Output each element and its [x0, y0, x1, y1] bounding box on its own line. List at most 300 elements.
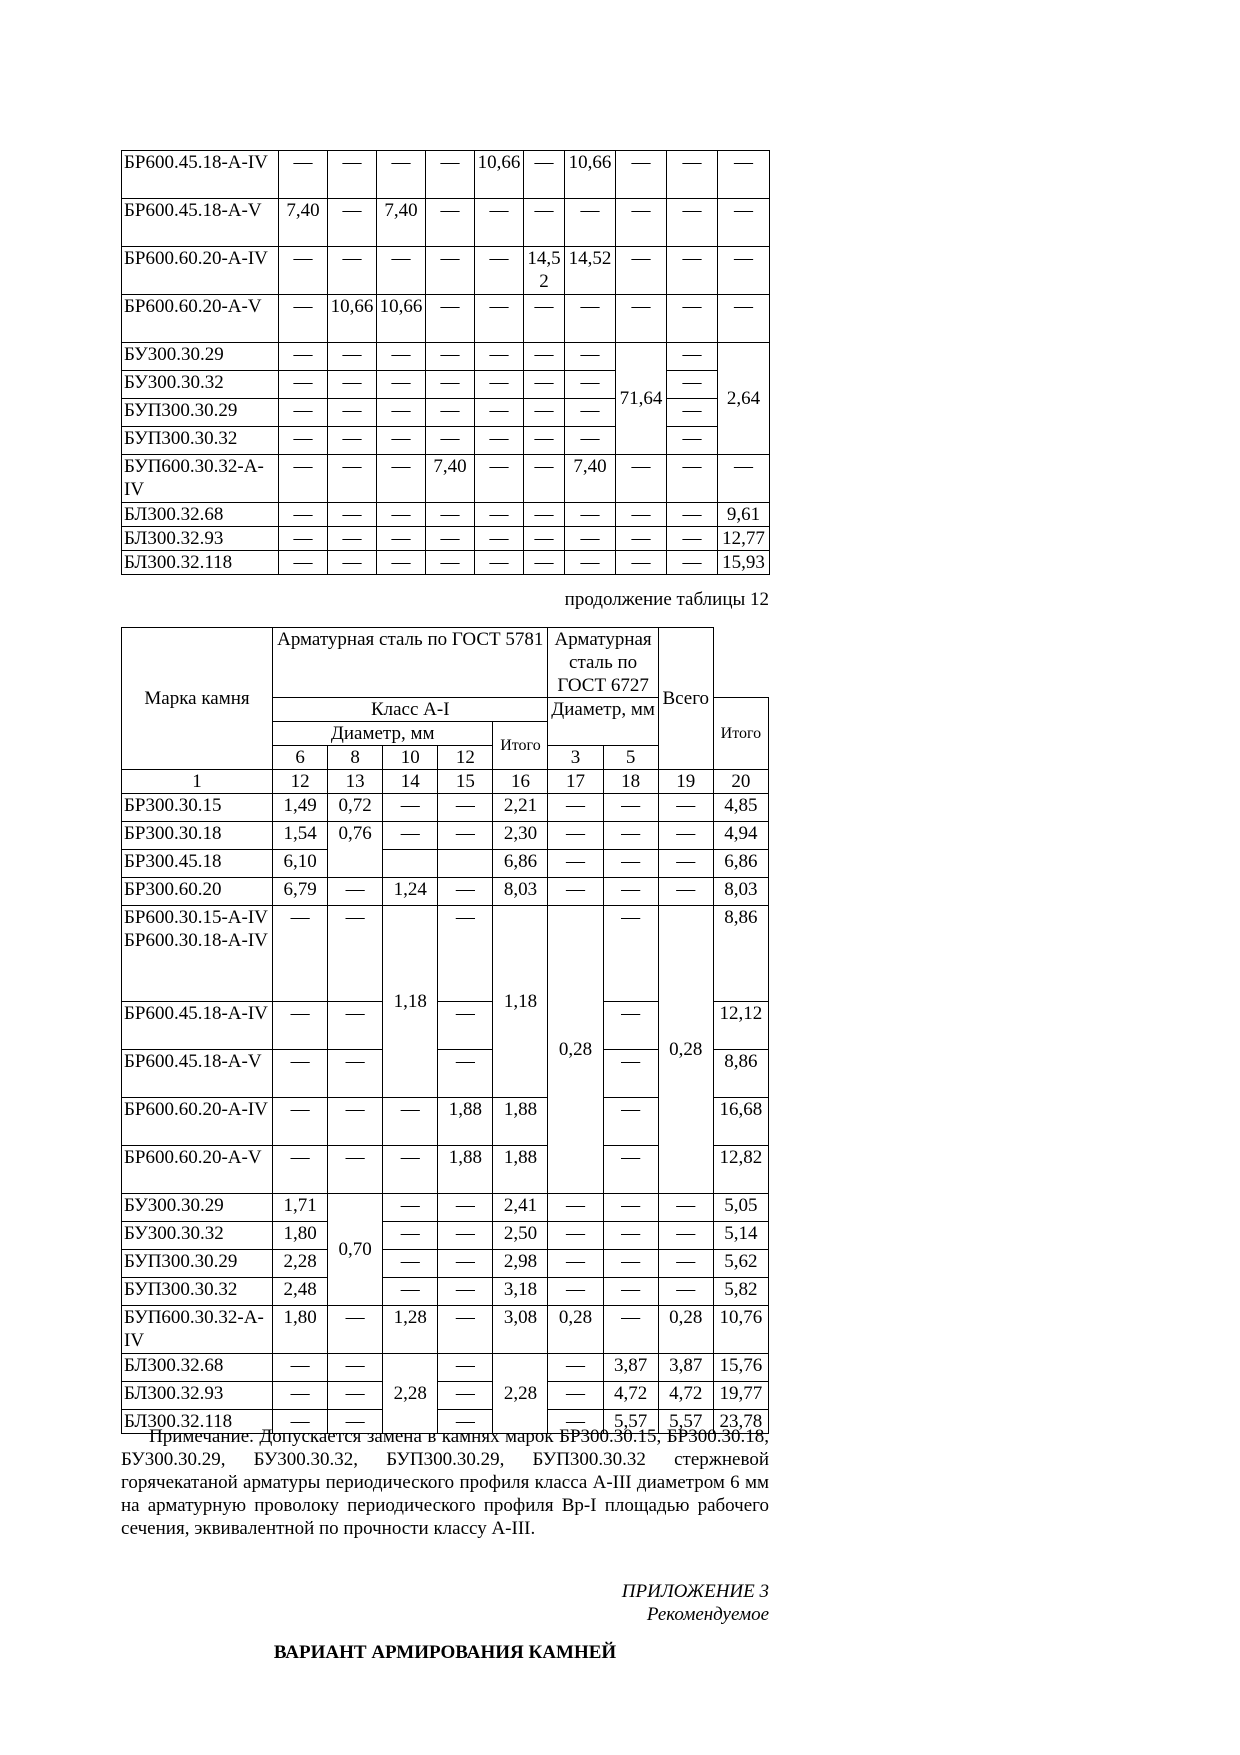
reinforcement-table — [121, 627, 769, 1434]
table-cell: 5,57 — [658, 1410, 713, 1434]
stone-mark: БЛ300.32.118 — [122, 551, 279, 575]
table-cell: — — [426, 371, 475, 399]
table-cell: — — [603, 1194, 658, 1222]
stone-mark: БУП300.30.29 — [122, 1250, 273, 1278]
table-cell: 0,72 — [328, 794, 383, 822]
table-cell: — — [475, 199, 524, 247]
table-row — [122, 906, 769, 1002]
table-cell: — — [565, 371, 616, 399]
table-cell: — — [658, 1250, 713, 1278]
table-cell: 1,24 — [383, 878, 438, 906]
table-cell-merged: 0,28 — [548, 906, 603, 1194]
table-cell: — — [565, 399, 616, 427]
table-cell: — — [524, 527, 565, 551]
table-cell: — — [438, 1222, 493, 1250]
header-subtotal-2: Итого — [713, 698, 768, 770]
table-cell: — — [383, 1098, 438, 1146]
table-cell: — — [524, 343, 565, 371]
table-cell: — — [616, 199, 667, 247]
table-cell: 10,76 — [713, 1306, 768, 1354]
table-cell: — — [475, 427, 524, 455]
stone-mark: БУП300.30.32 — [122, 427, 279, 455]
table-cell: — — [667, 503, 718, 527]
column-number: 13 — [328, 770, 383, 794]
table-cell: — — [524, 399, 565, 427]
table-cell: 1,80 — [273, 1222, 328, 1250]
stone-mark: БУП600.30.32-А-IV — [122, 1306, 273, 1354]
table-cell: — — [279, 503, 328, 527]
table-cell: — — [616, 527, 667, 551]
table-cell: — — [426, 343, 475, 371]
table-cell: — — [273, 1354, 328, 1382]
table-cell: — — [667, 199, 718, 247]
table-cell: — — [565, 427, 616, 455]
table-cell: — — [718, 151, 770, 199]
table-cell: 4,85 — [713, 794, 768, 822]
table-cell: — — [718, 295, 770, 343]
table-cell: — — [328, 1382, 383, 1410]
appendix-title: ПРИЛОЖЕНИЕ 3 — [621, 1581, 769, 1602]
table-cell: — — [524, 199, 565, 247]
table-cell: — — [475, 399, 524, 427]
table-cell: — — [438, 906, 493, 1002]
table-cell-merged: 2,28 — [383, 1354, 438, 1434]
table-cell: — — [273, 1002, 328, 1050]
table-cell: — — [383, 794, 438, 822]
table-row — [122, 151, 770, 199]
stone-mark: БЛ300.32.93 — [122, 1382, 273, 1410]
table-cell: — — [279, 343, 328, 371]
table-row — [122, 1194, 769, 1222]
table-cell: — — [548, 1382, 603, 1410]
table-cell: — — [328, 1050, 383, 1098]
table-cell: 0,28 — [658, 1306, 713, 1354]
table-cell: — — [667, 527, 718, 551]
table-cell: 19,77 — [713, 1382, 768, 1410]
table-cell-merged: 0,70 — [328, 1194, 383, 1306]
table-cell: — — [524, 503, 565, 527]
table-cell: 5,05 — [713, 1194, 768, 1222]
table-cell-merged: 71,64 — [616, 343, 667, 455]
table-cell: — — [279, 151, 328, 199]
table-cell: — — [548, 1410, 603, 1434]
table-cell: 16,68 — [713, 1098, 768, 1146]
table-cell: — — [658, 850, 713, 878]
section-heading: ВАРИАНТ АРМИРОВАНИЯ КАМНЕЙ — [273, 1642, 617, 1663]
table-cell: — — [377, 427, 426, 455]
table-cell: — — [603, 1098, 658, 1146]
table-cell: — — [438, 1002, 493, 1050]
table-cell: — — [328, 551, 377, 575]
table-cell: — — [667, 427, 718, 455]
stone-mark: БУ300.30.29 — [122, 1194, 273, 1222]
table-row — [122, 878, 769, 906]
table-cell: — — [548, 850, 603, 878]
table-cell: — — [548, 1222, 603, 1250]
table-cell: — — [279, 399, 328, 427]
stone-mark: БР600.60.20-А-IV — [122, 1098, 273, 1146]
table-cell: — — [718, 247, 770, 295]
table-cell: 2,98 — [493, 1250, 548, 1278]
table-cell: 2,21 — [493, 794, 548, 822]
table-cell: — — [603, 1050, 658, 1098]
table-cell: — — [426, 527, 475, 551]
table-cell: — — [426, 151, 475, 199]
appendix-subtitle: Рекомендуемое — [646, 1604, 769, 1625]
table-cell: — — [426, 199, 475, 247]
table-cell: — — [658, 822, 713, 850]
table-cell: — — [383, 822, 438, 850]
table-cell: — — [524, 551, 565, 575]
header-diameter-2: Диаметр, мм — [548, 698, 658, 746]
table-cell: 7,40 — [377, 199, 426, 247]
table-cell: 6,86 — [713, 850, 768, 878]
table-cell: — — [383, 1146, 438, 1194]
column-number: 18 — [603, 770, 658, 794]
table-cell: — — [548, 1278, 603, 1306]
table-cell: 1,54 — [273, 822, 328, 850]
table-cell: — — [279, 427, 328, 455]
table-cell: 1,88 — [493, 1098, 548, 1146]
stone-mark: БР300.30.18 — [122, 822, 273, 850]
table-cell: — — [603, 1146, 658, 1194]
table-cell: — — [603, 794, 658, 822]
table-cell: — — [328, 878, 383, 906]
column-number: 17 — [548, 770, 603, 794]
table-cell: — — [273, 1146, 328, 1194]
table-cell — [383, 850, 438, 878]
table-cell: — — [273, 1410, 328, 1434]
table-row — [122, 427, 770, 455]
table-cell: — — [383, 1194, 438, 1222]
table-row — [122, 527, 770, 551]
column-number: 12 — [273, 770, 328, 794]
table-cell: 7,40 — [279, 199, 328, 247]
stone-mark: БУП300.30.32 — [122, 1278, 273, 1306]
table-cell: — — [667, 399, 718, 427]
table-cell: — — [603, 1306, 658, 1354]
table-cell: 15,76 — [713, 1354, 768, 1382]
table-cell: — — [475, 295, 524, 343]
column-number: 19 — [658, 770, 713, 794]
table-cell: — — [328, 399, 377, 427]
table-cell: — — [616, 247, 667, 295]
table-cell: — — [565, 199, 616, 247]
table-cell: — — [383, 1278, 438, 1306]
table-cell: — — [667, 151, 718, 199]
column-number: 14 — [383, 770, 438, 794]
table-cell: — — [377, 527, 426, 551]
table-cell: 2,48 — [273, 1278, 328, 1306]
table-cell: — — [279, 527, 328, 551]
column-number: 20 — [713, 770, 768, 794]
table-cell: 23,78 — [713, 1410, 768, 1434]
table-cell: — — [475, 551, 524, 575]
table-cell: — — [667, 371, 718, 399]
table-cell: 2,30 — [493, 822, 548, 850]
table-cell: 5,82 — [713, 1278, 768, 1306]
top-table — [121, 150, 770, 575]
table-cell: 3,87 — [658, 1354, 713, 1382]
table-cell-merged: 1,18 — [493, 906, 548, 1098]
table-row — [122, 455, 770, 503]
table-cell: — — [603, 1278, 658, 1306]
table-cell: 9,61 — [718, 503, 770, 527]
table-cell: — — [328, 455, 377, 503]
stone-mark: БР300.60.20 — [122, 878, 273, 906]
stone-mark: БУП600.30.32-А-IV — [122, 455, 279, 503]
stone-mark: БЛ300.32.93 — [122, 527, 279, 551]
table-cell: — — [328, 371, 377, 399]
table-cell: — — [548, 1250, 603, 1278]
table-cell: — — [438, 822, 493, 850]
table-cell: 1,28 — [383, 1306, 438, 1354]
table-cell: 1,88 — [438, 1098, 493, 1146]
table-cell: 7,40 — [426, 455, 475, 503]
table-cell: — — [279, 247, 328, 295]
note-paragraph: Примечание. Допускается замена в камнях марок БР300.30.15, БР300.30.18, БУ300.30.29, БУ300.30.32, БУП300.30.29, БУП300.30.32 стержневой горячекатаной арматуры периодического профиля класса А-III диаметром 6 мм на арматурную проволоку периодического профиля Вр-I площадью рабочего сечения, эквивалентной по прочности классу А-III. — [121, 1426, 769, 1539]
header-subtotal-1: Итого — [493, 722, 548, 770]
table-cell: — — [438, 1050, 493, 1098]
table-cell: — — [438, 878, 493, 906]
table-cell: — — [377, 343, 426, 371]
table-cell: — — [328, 1146, 383, 1194]
table-cell: 3,87 — [603, 1354, 658, 1382]
table-cell: — — [565, 551, 616, 575]
table-cell: — — [658, 1194, 713, 1222]
table-row — [122, 1278, 769, 1306]
table-cell: 6,86 — [493, 850, 548, 878]
table-cell: — — [667, 247, 718, 295]
table-cell: — — [438, 1354, 493, 1382]
table-row — [122, 1222, 769, 1250]
header-class: Класс А-I — [273, 698, 548, 722]
table-cell: — — [718, 455, 770, 503]
table-cell: — — [273, 906, 328, 1002]
table-cell: — — [328, 1002, 383, 1050]
table-cell: — — [603, 822, 658, 850]
table-cell: — — [377, 371, 426, 399]
table-cell: 2,41 — [493, 1194, 548, 1222]
table-cell: 1,88 — [438, 1146, 493, 1194]
table-cell: — — [548, 794, 603, 822]
table-cell: — — [438, 1278, 493, 1306]
table-cell: — — [377, 455, 426, 503]
table-cell: — — [524, 455, 565, 503]
table-cell: — — [658, 794, 713, 822]
table-row — [122, 371, 770, 399]
table-cell: — — [426, 247, 475, 295]
table-cell: — — [328, 906, 383, 1002]
column-number: 1 — [122, 770, 273, 794]
stone-mark: БЛ300.32.118 — [122, 1410, 273, 1434]
table-cell: — — [658, 1222, 713, 1250]
table-cell: — — [438, 1250, 493, 1278]
table-cell: 2,50 — [493, 1222, 548, 1250]
table-cell: — — [438, 1382, 493, 1410]
table-cell: 12,82 — [713, 1146, 768, 1194]
table-cell: 8,03 — [493, 878, 548, 906]
table-cell: — — [328, 1098, 383, 1146]
table-cell: — — [377, 399, 426, 427]
table-cell: — — [328, 503, 377, 527]
table-cell: — — [667, 343, 718, 371]
table-cell: — — [328, 1306, 383, 1354]
table-cell: — — [475, 503, 524, 527]
table-cell: — — [548, 822, 603, 850]
table-cell: — — [603, 906, 658, 1002]
table-cell: 5,14 — [713, 1222, 768, 1250]
table-row — [122, 399, 770, 427]
table-row — [122, 850, 769, 878]
table-cell: — — [658, 1278, 713, 1306]
table-row — [122, 794, 769, 822]
table-cell: — — [279, 551, 328, 575]
table-cell: — — [273, 1050, 328, 1098]
table-cell: 8,03 — [713, 878, 768, 906]
header-diameter-value: 3 — [548, 746, 603, 770]
table-cell: — — [548, 878, 603, 906]
table-cell: — — [426, 503, 475, 527]
table-cell: — — [475, 371, 524, 399]
table-cell: — — [475, 247, 524, 295]
stone-mark: БР300.45.18 — [122, 850, 273, 878]
table-cell: — — [279, 455, 328, 503]
table-row — [122, 295, 770, 343]
table-cell: — — [524, 371, 565, 399]
appendix-label — [121, 1580, 769, 1626]
table-cell: 12,77 — [718, 527, 770, 551]
column-number: 16 — [493, 770, 548, 794]
stone-mark: БЛ300.32.68 — [122, 503, 279, 527]
stone-mark: БР600.45.18-А-IV — [122, 151, 279, 199]
table-cell: 1,80 — [273, 1306, 328, 1354]
table-cell: — — [377, 503, 426, 527]
table-cell: — — [279, 295, 328, 343]
header-diameter-value: 8 — [328, 746, 383, 770]
header-gost-6727: Арматурная сталь по ГОСТ 6727 — [548, 628, 658, 698]
table-cell: — — [718, 199, 770, 247]
table-cell-merged: 1,18 — [383, 906, 438, 1098]
table-cell: — — [438, 1410, 493, 1434]
table-cell: — — [328, 427, 377, 455]
table-cell: — — [377, 151, 426, 199]
stone-mark: БР600.60.20-А-V — [122, 1146, 273, 1194]
table-cell: — — [565, 295, 616, 343]
table-cell: — — [565, 527, 616, 551]
table-cell: — — [426, 295, 475, 343]
table-cell: 3,08 — [493, 1306, 548, 1354]
stone-mark: БУ300.30.32 — [122, 371, 279, 399]
table-row — [122, 1306, 769, 1354]
stone-mark: БУ300.30.32 — [122, 1222, 273, 1250]
table-cell-merged: 2,64 — [718, 343, 770, 455]
table-row — [122, 247, 770, 295]
table-cell: — — [475, 527, 524, 551]
table-cell: — — [603, 1250, 658, 1278]
table-cell: 4,94 — [713, 822, 768, 850]
table-cell-merged: 2,28 — [493, 1354, 548, 1434]
table-cell: — — [426, 399, 475, 427]
table-cell: — — [328, 343, 377, 371]
table-cell: — — [548, 1194, 603, 1222]
table-cell: — — [328, 247, 377, 295]
stone-mark: БР600.60.20-А-V — [122, 295, 279, 343]
table-cell: — — [273, 1382, 328, 1410]
table-cell: — — [279, 371, 328, 399]
header-total: Всего — [658, 628, 713, 770]
stone-mark: БР300.30.15 — [122, 794, 273, 822]
stone-mark: БР600.60.20-А-IV — [122, 247, 279, 295]
table-cell: — — [426, 551, 475, 575]
column-number: 15 — [438, 770, 493, 794]
table-cell: 2,28 — [273, 1250, 328, 1278]
table-cell: 4,72 — [658, 1382, 713, 1410]
table-cell: — — [383, 1222, 438, 1250]
table-cell: — — [565, 503, 616, 527]
stone-mark: БЛ300.32.68 — [122, 1354, 273, 1382]
header-diameter-value: 6 — [273, 746, 328, 770]
table-row — [122, 343, 770, 371]
table-cell-merged: 0,28 — [658, 906, 713, 1194]
table-cell: 0,28 — [548, 1306, 603, 1354]
table-row — [122, 1250, 769, 1278]
stone-mark: БР600.45.18-А-V — [122, 199, 279, 247]
table-cell: — — [438, 1194, 493, 1222]
header-diameter-value: 5 — [603, 746, 658, 770]
stone-mark: БР600.45.18-А-IV — [122, 1002, 273, 1050]
table-cell: — — [383, 1250, 438, 1278]
table-cell: — — [603, 878, 658, 906]
table-cell: 14,52 — [524, 247, 565, 295]
table-continuation-caption: продолжение таблицы 12 — [564, 589, 769, 610]
stone-mark: БР600.45.18-А-V — [122, 1050, 273, 1098]
header-row — [122, 628, 769, 698]
header-diameter-value: 12 — [438, 746, 493, 770]
table-cell: — — [603, 850, 658, 878]
table-cell: 10,66 — [328, 295, 377, 343]
table-cell — [438, 850, 493, 878]
table-cell: — — [328, 1354, 383, 1382]
table-cell: — — [426, 427, 475, 455]
table-row — [122, 551, 770, 575]
table-cell: — — [524, 427, 565, 455]
table-cell: — — [658, 878, 713, 906]
table-row — [122, 822, 769, 850]
table-cell: 6,10 — [273, 850, 328, 878]
header-diameter-1: Диаметр, мм — [273, 722, 493, 746]
table-cell: — — [616, 295, 667, 343]
table-cell: — — [328, 527, 377, 551]
table-cell: — — [616, 151, 667, 199]
table-row — [122, 1382, 769, 1410]
table-cell: — — [438, 794, 493, 822]
table-cell: 10,66 — [565, 151, 616, 199]
table-cell: 5,62 — [713, 1250, 768, 1278]
table-cell: 7,40 — [565, 455, 616, 503]
stone-mark: БУП300.30.29 — [122, 399, 279, 427]
table-cell: — — [667, 295, 718, 343]
table-cell: — — [667, 455, 718, 503]
table-row — [122, 503, 770, 527]
table-cell: 8,86 — [713, 906, 768, 1002]
table-cell: — — [616, 455, 667, 503]
table-cell: — — [524, 151, 565, 199]
table-cell: 6,79 — [273, 878, 328, 906]
table-cell: — — [524, 295, 565, 343]
table-cell: — — [475, 343, 524, 371]
table-row — [122, 199, 770, 247]
